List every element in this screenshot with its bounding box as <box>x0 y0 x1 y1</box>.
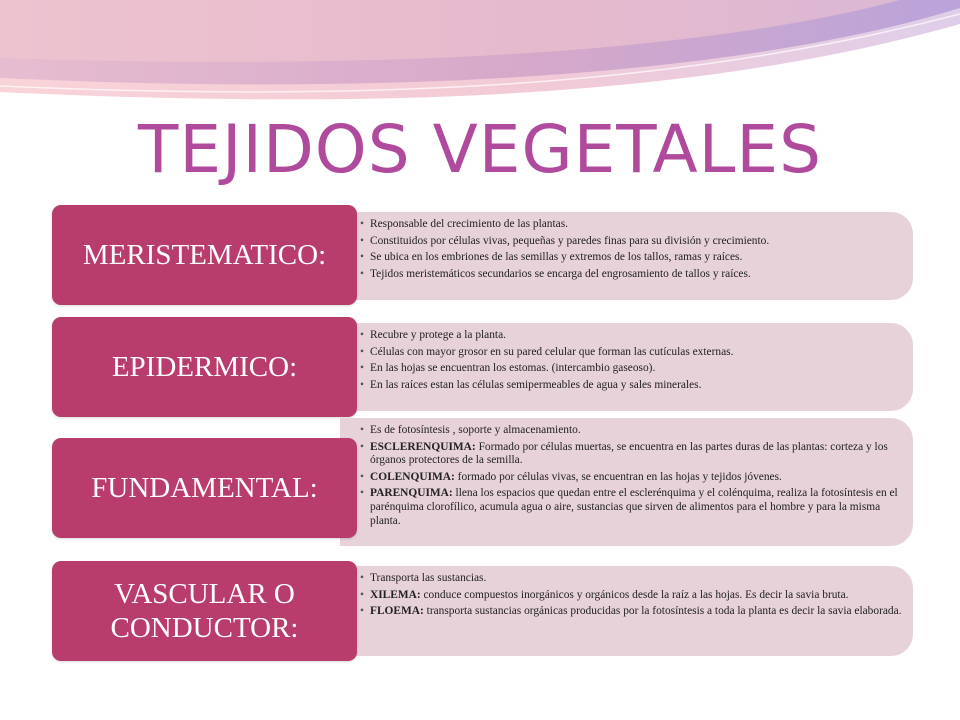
bullet-item: • Es de fotosíntesis , soporte y almacenamiento. <box>360 424 903 438</box>
bullet-item: • Células con mayor grosor en su pared celular que forman las cutículas externas. <box>360 346 903 360</box>
bullet-item: • Constituidos por células vivas, pequeñas y paredes finas para su división y crecimiento. <box>360 235 903 249</box>
bullet-item: • FLOEMA: transporta sustancias orgánicas producidas por la fotosíntesis a toda la planta es decir la savia elaborada. <box>360 605 903 619</box>
bullet-item: • Transporta las sustancias. <box>360 572 903 586</box>
description-panel <box>340 566 913 656</box>
row-label: MERISTEMATICO: <box>52 205 357 305</box>
row-label: FUNDAMENTAL: <box>52 438 357 538</box>
bullet-item: • XILEMA: conduce compuestos inorgánicos y orgánicos desde la raíz a las hojas. Es decir la savia bruta. <box>360 589 903 603</box>
description-panel <box>340 212 913 300</box>
bullet-item: • Se ubica en los embriones de las semillas y extremos de los tallos, ramas y raíces. <box>360 251 903 265</box>
bullet-item: • COLENQUIMA: formado por células vivas, se encuentran en las hojas y tejidos jóvenes. <box>360 471 903 485</box>
bullet-item: • En las hojas se encuentran los estomas. (intercambio gaseoso). <box>360 362 903 376</box>
page-title: TEJIDOS VEGETALES <box>138 111 822 188</box>
bullet-item: • PARENQUIMA: llena los espacios que quedan entre el esclerénquima y el colénquima, realiza la fotosíntesis en el parénquima clorofílico, acumula agua o aire, sustancias que sirven de alimentos para el hombre y para la misma planta. <box>360 487 903 528</box>
row-label: VASCULAR O CONDUCTOR: <box>52 561 357 661</box>
description-panel <box>340 323 913 411</box>
description-panel <box>340 418 913 546</box>
bullet-item: • Tejidos meristemáticos secundarios se encarga del engrosamiento de tallos y raíces. <box>360 268 903 282</box>
header-decoration <box>0 0 960 120</box>
bullet-item: • Responsable del crecimiento de las plantas. <box>360 218 903 232</box>
bullet-item: • En las raíces estan las células semipermeables de agua y sales minerales. <box>360 379 903 393</box>
bullet-item: • ESCLERENQUIMA: Formado por células muertas, se encuentra en las partes duras de las plantas: corteza y los órganos protectores de la semilla. <box>360 441 903 468</box>
bullet-item: • Recubre y protege a la planta. <box>360 329 903 343</box>
row-label: EPIDERMICO: <box>52 317 357 417</box>
